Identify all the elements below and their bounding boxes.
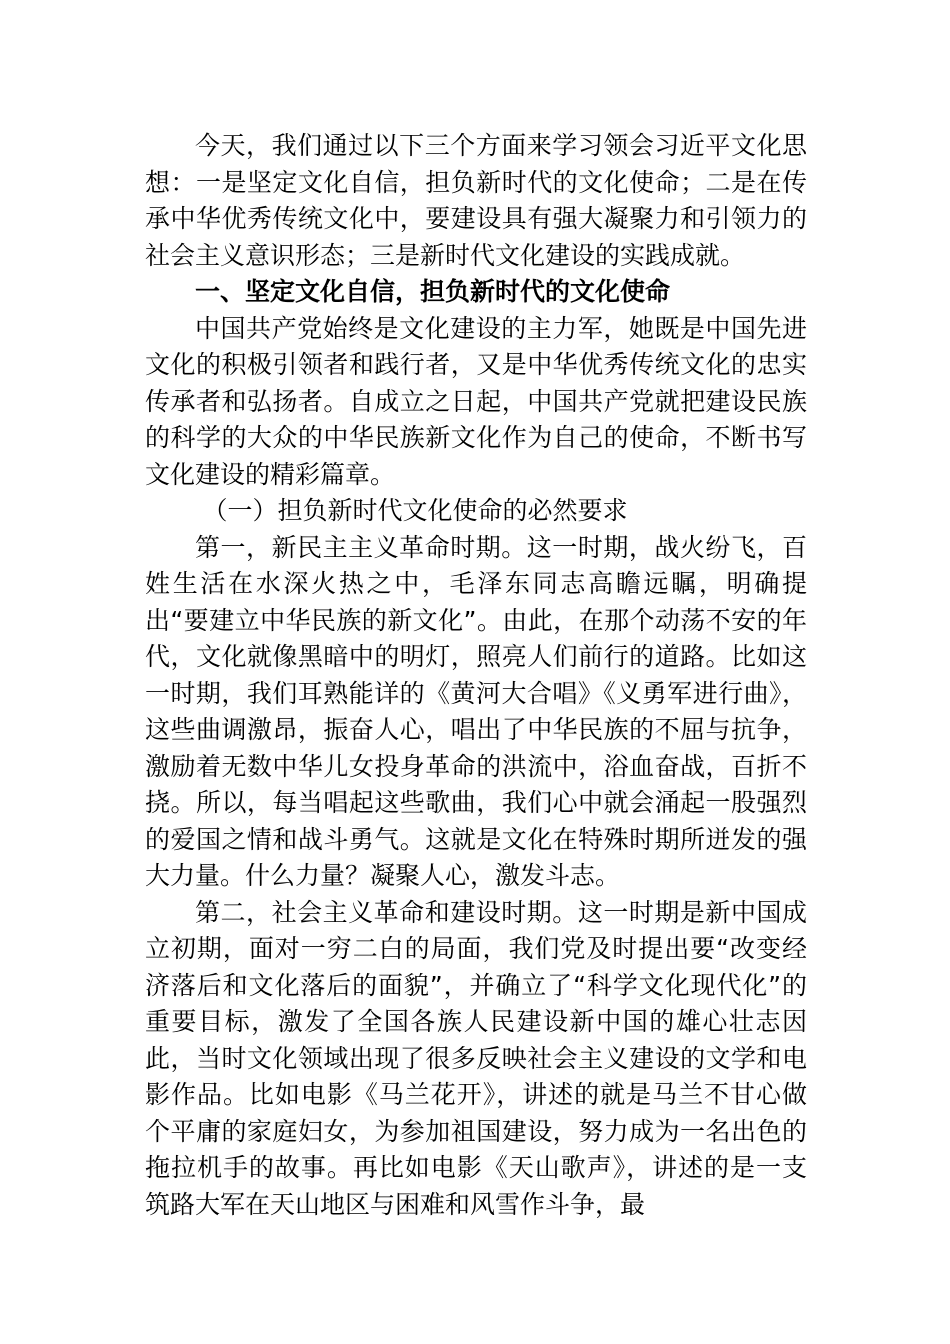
intro-paragraph: 今天，我们通过以下三个方面来学习领会习近平文化思想：一是坚定文化自信，担负新时代的文化使命；二是在传承中华优秀传统文化中，要建设具有强大凝聚力和引领力的社会主义意识形态；三是新时代文化建设的实践成就。	[145, 131, 807, 270]
body-paragraph: 中国共产党始终是文化建设的主力军，她既是中国先进文化的积极引领者和践行者，又是中华优秀传统文化的忠实传承者和弘扬者。自成立之日起，中国共产党就把建设民族的科学的大众的中华民族新文化作为自己的使命，不断书写文化建设的精彩篇章。	[145, 313, 807, 489]
document-body	[145, 128, 807, 1223]
section-heading: 一、坚定文化自信，担负新时代的文化使命	[195, 277, 671, 306]
subsection-heading: （一）担负新时代文化使命的必然要求	[202, 496, 628, 525]
body-paragraph: 第二，社会主义革命和建设时期。这一时期是新中国成立初期，面对一穷二白的局面，我们党及时提出要“改变经济落后和文化落后的面貌”，并确立了“科学文化现代化”的重要目标，激发了全国各族人民建设新中国的雄心壮志因此，当时文化领域出现了很多反映社会主义建设的文学和电影作品。比如电影《马兰花开》，讲述的就是马兰不甘心做个平庸的家庭妇女，为参加祖国建设，努力成为一名出色的拖拉机手的故事。再比如电影《天山歌声》，讲述的是一支筑路大军在天山地区与困难和风雪作斗争，最	[145, 897, 807, 1219]
body-paragraph: 第一，新民主主义革命时期。这一时期，战火纷飞，百姓生活在水深火热之中，毛泽东同志高瞻远瞩，明确提出“要建立中华民族的新文化”。由此，在那个动荡不安的年代，文化就像黑暗中的明灯，照亮人们前行的道路。比如这一时期，我们耳熟能详的《黄河大合唱》《义勇军进行曲》，这些曲调激昂，振奋人心，唱出了中华民族的不屈与抗争，激励着无数中华儿女投身革命的洪流中，浴血奋战，百折不挠。所以，每当唱起这些歌曲，我们心中就会涌起一股强烈的爱国之情和战斗勇气。这就是文化在特殊时期所迸发的强大力量。什么力量？凝聚人心，激发斗志。	[145, 532, 807, 890]
